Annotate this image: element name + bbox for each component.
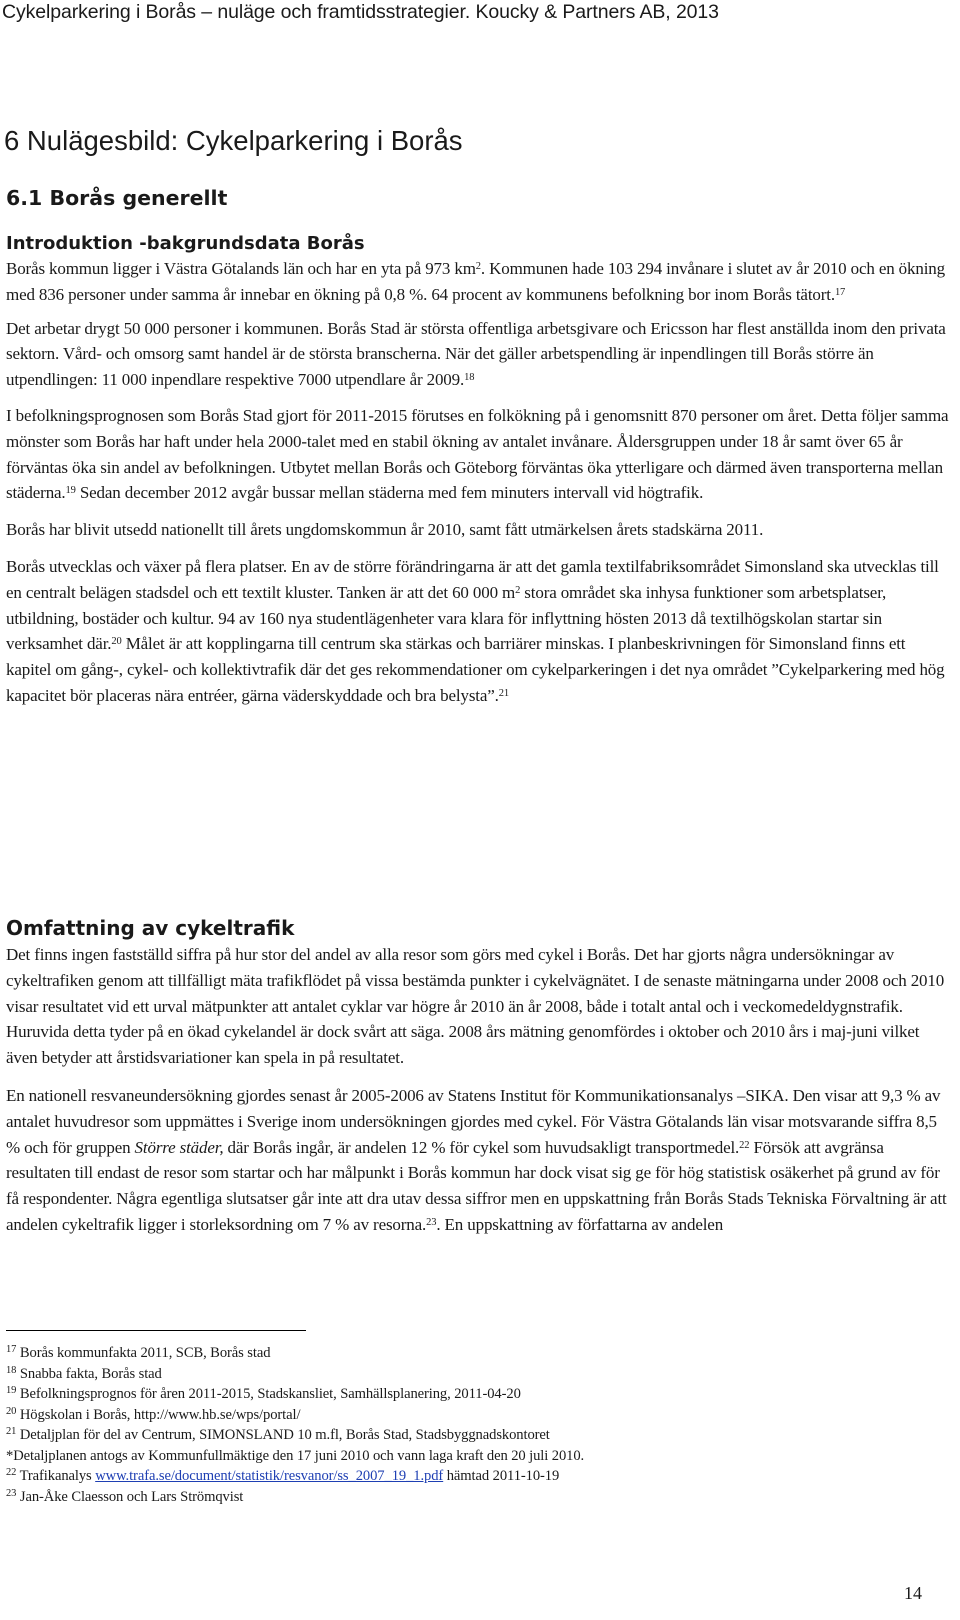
- text-run: Borås utvecklas och växer på flera platser. En av de större förändringarna är att det gamla textilfabriksområdet Simonsland ska utvecklas till en centralt belägen stadsdel och ett textilt kluster. Tanken är att det 60 000 m: [6, 556, 939, 602]
- paragraph: [6, 554, 952, 709]
- footnote-ref: 23: [426, 1216, 437, 1228]
- footnote: [6, 1384, 952, 1405]
- subheading-introduction: Introduktion -bakgrundsdata Borås: [6, 233, 365, 254]
- footnote-ref: 17: [834, 286, 846, 298]
- text-run: En nationell resvaneundersökning gjordes senast år 2005-2006 av Statens Institut för Kommunikationsanalys –SIKA. Den visar att 9,3 % av antalet huvudresor som uppmättes i Sverige inom undersökningen gjordes med cykel. För Västra Götalands län visar motsvarande siffra 8,5 % och för gruppen: [6, 1085, 941, 1157]
- footnote-ref: 19: [65, 485, 76, 497]
- footnote-number: 21: [6, 1426, 17, 1437]
- text-run: Försök att avgränsa resultaten till endast de resor som startar och har målpunkt i Borås kommun har dock visat sig ge för hög statistisk osäkerhet på grund av för få respondenter. Några egentliga slutsatser går inte att dra utav dessa siffror men en uppskattning från Borås Stads Tekniska Förvaltning är att andelen cykeltrafik ligger i storleksordning om 7 % av resorna.: [6, 1137, 947, 1234]
- text-run: Sedan december 2012 avgår bussar mellan städerna med fem minuters intervall vid högtrafik.: [75, 483, 704, 503]
- running-header: Cykelparkering i Borås – nuläge och framtidsstrategier. Koucky & Partners AB, 2013: [2, 1, 719, 23]
- footnote-text: Snabba fakta, Borås stad: [16, 1365, 162, 1382]
- footnote-ref: 22: [739, 1139, 750, 1151]
- text-run: . En uppskattning av författarna av andelen: [436, 1214, 724, 1234]
- paragraph: [6, 256, 952, 308]
- text-run: . Kommunen hade 103 294 invånare i slutet av år 2010 och en ökning med 836 personer under samma år innebar en ökning på 0,8 %. 64 procent av kommunens befolkning bor inom Borås tätort.: [6, 259, 945, 304]
- footnote: [6, 1425, 952, 1446]
- text-run: där Borås ingår, är andelen 12 % för cykel som huvudsakligt transportmedel.: [223, 1137, 740, 1157]
- section-title: 6.1 Borås generellt: [6, 186, 228, 210]
- chapter-title: 6 Nulägesbild: Cykelparkering i Borås: [4, 125, 463, 156]
- footnote-text: Detaljplan för del av Centrum, SIMONSLAND 10 m.fl, Borås Stad, Stadsbyggnadskontoret: [16, 1427, 550, 1443]
- footnote-ref: 20: [111, 636, 122, 648]
- footnote: [6, 1364, 952, 1385]
- text-run: Det arbetar drygt 50 000 personer i kommunen. Borås Stad är största offentliga arbetsgivare och Ericsson har flest anställda inom den privata sektorn. Vård- och omsorg samt handel är de största branscherna. När det gäller arbetspendling är inpendlingen till Borås större än utpendlingen: 11 000 inpendlare respektive 7000 utpendlare år 2009.: [6, 318, 946, 390]
- footnote-number: 20: [6, 1405, 17, 1417]
- text-run: stora området ska inhysa funktioner som arbetsplatser, utbildning, bostäder och kultur. 94 av 160 nya studentlägenheter vara klara för inflyttning hösten 2013 då textilhögskolan startar sin verksamhet där.: [6, 582, 887, 654]
- text-run: Målet är att kopplingarna till centrum ska stärkas och barriärer minskas. I planbeskrivningen för Simonsland finns ett kapitel om gång-, cykel- och kollektivtrafik där det ges rekommendationer om cykelparkeringen i det nya området ”Cykelparkering med hög kapacitet bör placeras nära entréer, gärna väderskyddade och bra belysta”.: [6, 634, 945, 705]
- cycling-extent-section: [6, 914, 952, 1238]
- footnote-text: *Detaljplanen antogs av Kommunfullmäktige den 17 juni 2010 och vann laga kraft den 20 juli 2010.: [6, 1447, 585, 1464]
- page-number: 14: [904, 1583, 922, 1603]
- footnote-text: Jan-Åke Claesson och Lars Strömqvist: [16, 1488, 244, 1505]
- italic-text: Större städer,: [134, 1137, 224, 1157]
- footnote-number: 23: [6, 1487, 17, 1499]
- footnote: [6, 1487, 952, 1508]
- footnote: [6, 1405, 952, 1426]
- footnote: [6, 1466, 952, 1487]
- intro-section: [6, 232, 952, 709]
- footnotes: [6, 1343, 952, 1507]
- subheading-cycling-extent: Omfattning av cykeltrafik: [6, 916, 295, 940]
- footnote-number: 22: [6, 1467, 17, 1478]
- superscript: 2: [475, 261, 481, 272]
- footnote-text: Trafikanalys: [16, 1468, 96, 1484]
- footnote-text: Befolkningsprognos för åren 2011-2015, Stadskansliet, Samhällsplanering, 2011-04-20: [16, 1386, 521, 1402]
- text-run: I befolkningsprognosen som Borås Stad gjort för 2011-2015 förutses en folkökning på i genomsnitt 870 personer om året. Detta följer samma mönster som Borås har haft under hela 2000-talet med en stabil ökning av antalet invånare. Åldersgruppen under 18 år samt över 65 år förväntas öka sin andel av befolkningen. Utbytet mellan Borås och Göteborg förväntas öka ytterligare och därmed även transporterna mellan städerna.: [6, 405, 949, 503]
- footnote-ref: 21: [498, 687, 509, 699]
- footnote-note: [6, 1446, 952, 1467]
- paragraph: Borås har blivit utsedd nationellt till årets ungdomskommun år 2010, samt fått utmärkelsen årets stadskärna 2011.: [6, 520, 764, 540]
- footnote-number: 17: [6, 1344, 17, 1355]
- trafa-link[interactable]: www.trafa.se/document/statistik/resvanor/ss_2007_19_1.pdf: [95, 1468, 444, 1484]
- footnote-text: Högskolan i Borås, http://www.hb.se/wps/portal/: [16, 1406, 301, 1423]
- paragraph: [6, 403, 952, 506]
- superscript: 2: [515, 584, 521, 596]
- footnote-number: 18: [6, 1364, 17, 1376]
- paragraph: [6, 316, 952, 393]
- footnote-separator: [6, 1330, 306, 1331]
- paragraph: [6, 1083, 952, 1238]
- footnote-text: Borås kommunfakta 2011, SCB, Borås stad: [16, 1345, 271, 1361]
- footnote-text: hämtad 2011-10-19: [443, 1468, 560, 1484]
- paragraph: Det finns ingen fastställd siffra på hur stor del andel av alla resor som görs med cykel i Borås. Det har gjorts några undersökningar av cykeltrafiken genom att tillfälligt mäta trafikflödet på vissa bestämda punkter i cykelvägnätet. I de senaste mätningarna under 2008 och 2010 visar resultatet vid ett urval mätpunkter att antalet cyklar var högre år 2010 än år 2008, både i totalt antal och i veckomedeldygnstrafik. Huruvida detta tyder på en ökad cykelandel är dock svårt att säga. 2008 års mätning genomfördes i oktober och 2010 års i maj-juni vilket även betyder att årstidsvariationer kan spela in på resultatet.: [6, 945, 945, 1068]
- text-run: Borås kommun ligger i Västra Götalands län och har en yta på 973 km: [6, 259, 476, 278]
- footnote: [6, 1343, 952, 1364]
- footnote-ref: 18: [464, 372, 475, 384]
- footnote-number: 19: [6, 1385, 17, 1396]
